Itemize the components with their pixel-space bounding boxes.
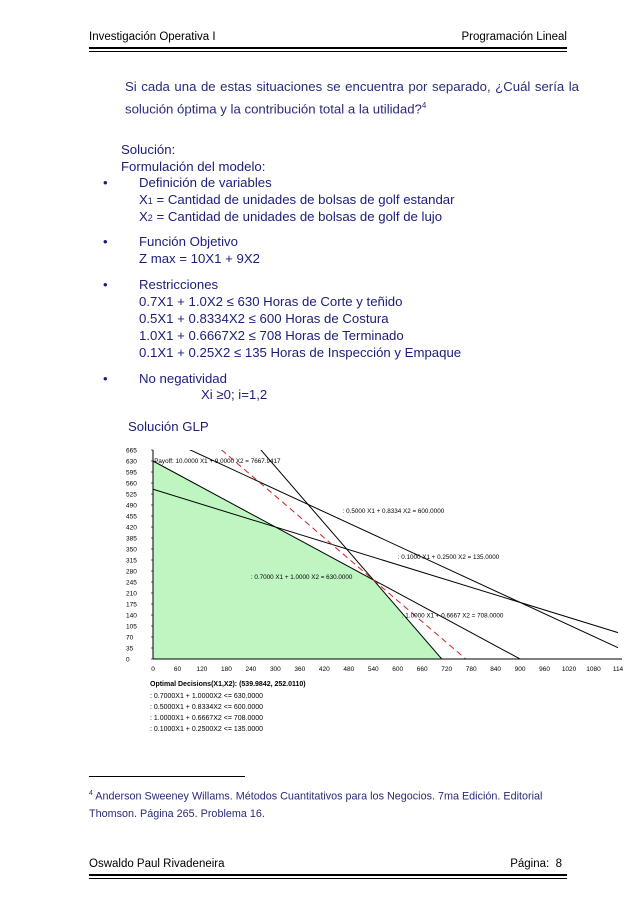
y-tick-label: 105 <box>126 623 137 631</box>
x-tick-label: 300 <box>269 666 281 673</box>
constraint-label: : 0.5000 X1 + 0.8334 X2 = 600.0000 <box>342 507 445 515</box>
y-tick-label: 280 <box>126 568 137 576</box>
intro-paragraph <box>125 77 579 118</box>
x-tick-label: 540 <box>367 666 379 673</box>
variables-heading: Definición de variables <box>139 175 272 190</box>
x-tick-label: 720 <box>441 666 453 673</box>
footer-rule <box>89 878 567 879</box>
page-footer <box>89 844 567 876</box>
y-tick-label: 560 <box>126 480 137 488</box>
footnote-ref: 4 <box>421 101 427 110</box>
x1-symbol: X <box>139 192 148 207</box>
y-tick-label: 0 <box>126 656 130 664</box>
bullet: • <box>103 277 108 292</box>
optimal-summary-line: : 0.1000X1 + 0.2500X2 <= 135.0000 <box>150 726 264 733</box>
footnote-number: 4 <box>89 790 93 797</box>
constraint-label: : 0.7000 X1 + 1.0000 X2 = 630.0000 <box>250 573 353 581</box>
model-title: Formulación del modelo: <box>121 159 266 174</box>
optimal-summary-line: : 0.5000X1 + 0.8334X2 <= 600.0000 <box>150 704 264 711</box>
y-tick-label: 140 <box>126 612 137 620</box>
constraint-3: 1.0X1 + 0.6667X2 ≤ 708 Horas de Terminado <box>139 328 404 343</box>
y-tick-label: 70 <box>126 634 134 642</box>
nonneg-expr: Xi ≥0; i=1,2 <box>201 387 268 402</box>
x-tick-label: 114 <box>612 666 624 673</box>
y-tick-label: 210 <box>126 590 137 598</box>
variable-x2 <box>139 209 442 224</box>
x-tick-label: 360 <box>294 666 306 673</box>
y-tick-label: 175 <box>126 601 137 609</box>
y-tick-label: 665 <box>126 447 137 455</box>
constraint-label: : 0.1000 X1 + 0.2500 X2 = 135.0000 <box>397 554 500 562</box>
y-tick-label: 245 <box>126 579 137 587</box>
x-tick-label: 900 <box>514 666 526 673</box>
x-tick-label: 480 <box>343 666 355 673</box>
header-rule <box>89 51 567 52</box>
y-tick-label: 315 <box>126 557 137 565</box>
footnote-text: Anderson Sweeney Willams. Métodos Cuantitativos para los Negocios. 7ma Edición. Editorial Thomson. Página 265. Problema 16. <box>89 790 543 820</box>
footnote <box>89 785 559 823</box>
x-tick-label: 240 <box>245 666 257 673</box>
objective-expr: Z max = 10X1 + 9X2 <box>139 251 260 266</box>
x2-subscript: 2 <box>147 213 153 223</box>
footer-author: Oswaldo Paul Rivadeneira <box>89 858 225 870</box>
x-tick-label: 780 <box>465 666 477 673</box>
x-tick-label: 660 <box>416 666 428 673</box>
bullet: • <box>103 175 108 190</box>
page-label: Página: <box>510 858 550 870</box>
y-tick-label: 350 <box>126 546 137 554</box>
optimal-summary-line: : 0.7000X1 + 1.0000X2 <= 630.0000 <box>150 693 264 700</box>
x-tick-label: 180 <box>220 666 232 673</box>
y-tick-label: 490 <box>126 502 137 510</box>
header-left: Investigación Operativa I <box>89 31 216 43</box>
constraint-2: 0.5X1 + 0.8334X2 ≤ 600 Horas de Costura <box>139 311 389 326</box>
x-tick-label: 0 <box>151 666 155 673</box>
x-tick-label: 840 <box>490 666 502 673</box>
bullet: • <box>103 371 108 386</box>
constraints-heading: Restricciones <box>139 277 219 292</box>
solution-title: Solución: <box>121 142 176 157</box>
bullet: • <box>103 234 108 249</box>
x-tick-label: 1080 <box>586 666 601 673</box>
x-tick-label: 600 <box>392 666 404 673</box>
footnote-rule <box>89 776 245 777</box>
header-right: Programación Lineal <box>461 31 567 43</box>
constraint-label: : 1.0000 X1 + 0.6667 X2 = 708.0000 <box>401 612 504 620</box>
x-tick-label: 960 <box>539 666 551 673</box>
y-tick-label: 35 <box>126 645 134 653</box>
optimal-summary-title: Optimal Decisions(X1,X2): (539.9842, 252.0110) <box>150 681 306 688</box>
x1-subscript: 1 <box>147 196 153 206</box>
y-tick-label: 525 <box>126 491 137 499</box>
page-number: 8 <box>555 858 562 870</box>
x1-description: = Cantidad de unidades de bolsas de golf estandar <box>152 192 455 207</box>
x-tick-label: 60 <box>173 666 182 673</box>
nonneg-heading: No negatividad <box>139 371 227 386</box>
x-tick-label: 1020 <box>561 666 577 673</box>
glp-title: Solución GLP <box>128 419 209 434</box>
variable-x1 <box>139 192 455 207</box>
y-tick-label: 385 <box>126 535 137 543</box>
constraint-1: 0.7X1 + 1.0X2 ≤ 630 Horas de Corte y teñido <box>139 294 403 309</box>
intro-text: Si cada una de estas situaciones se encuentra por separado, ¿Cuál sería la solución óptima y la contribución total a la utilidad? <box>125 79 579 117</box>
x2-symbol: X <box>139 209 148 224</box>
page-header <box>89 23 567 49</box>
optimal-summary-line: : 1.0000X1 + 0.6667X2 <= 708.0000 <box>150 715 264 722</box>
lp-graph <box>108 432 622 674</box>
y-tick-label: 595 <box>126 469 137 477</box>
payoff-label: Payoff: 10.0000 X1 + 9.0000 X2 = 7667.9417 <box>154 457 281 465</box>
objective-heading: Función Objetivo <box>139 234 238 249</box>
footer-page <box>510 858 562 870</box>
constraint-4: 0.1X1 + 0.25X2 ≤ 135 Horas de Inspección y Empaque <box>139 345 462 360</box>
y-tick-label: 455 <box>126 513 137 521</box>
x2-description: = Cantidad de unidades de bolsas de golf de lujo <box>152 209 443 224</box>
y-tick-label: 420 <box>126 524 137 532</box>
x-tick-label: 120 <box>196 666 208 673</box>
y-tick-label: 630 <box>126 458 137 466</box>
x-tick-label: 420 <box>318 666 330 673</box>
